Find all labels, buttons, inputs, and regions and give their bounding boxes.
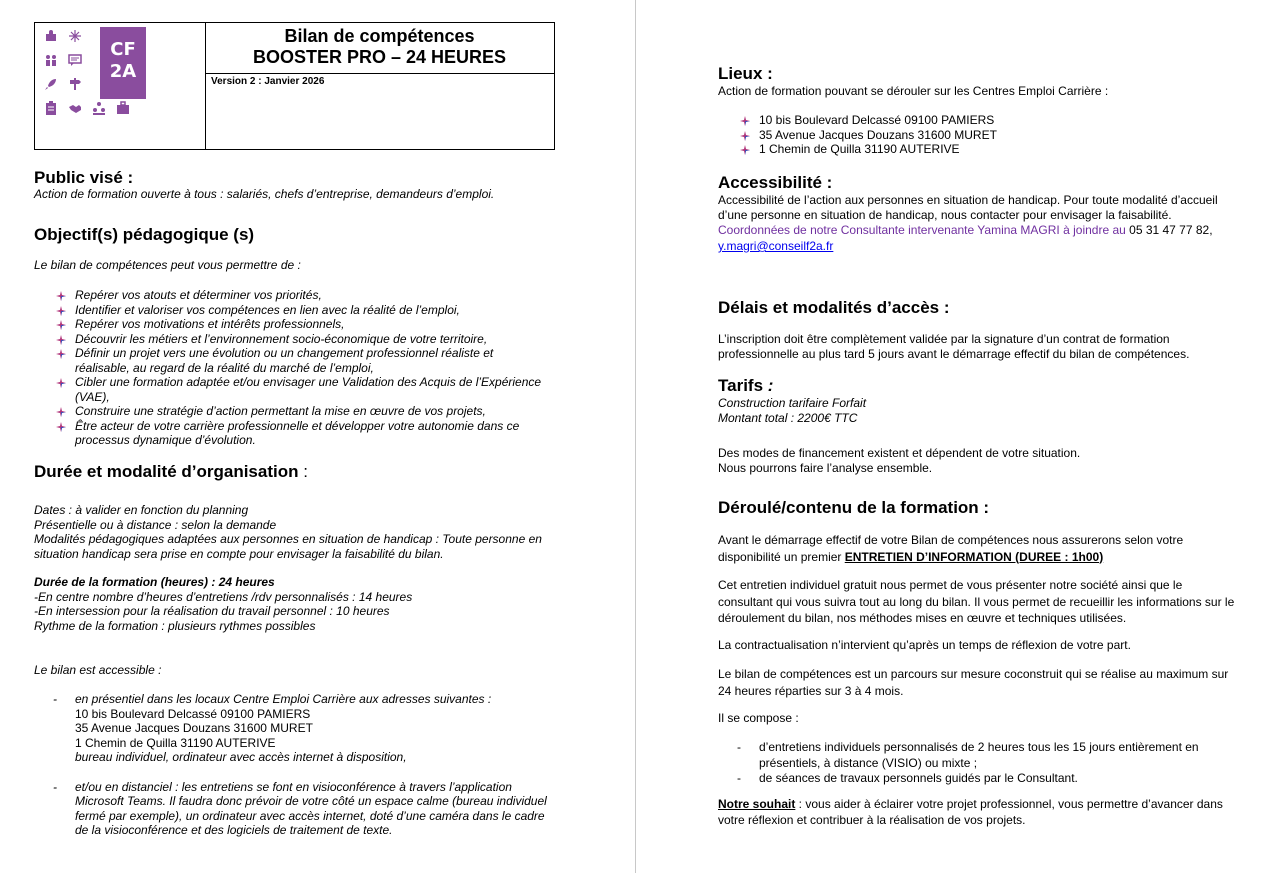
bullet-icon xyxy=(56,349,66,359)
objectifs-heading: Objectif(s) pédagogique (s) xyxy=(34,225,255,244)
list-item: Découvrir les métiers et l’environnement socio-économique de votre territoire, xyxy=(53,332,548,347)
list-item: Définir un projet vers une évolution ou un changement professionnel réaliste et réalisable, au regard de la réalité du marché de l’emploi, xyxy=(53,346,548,375)
handshake-icon xyxy=(68,101,82,115)
sparkle-icon xyxy=(68,29,82,43)
deroule-p4: Le bilan de compétences est un parcours sur mesure coconstruit qui se réalise au maximum sur 24 heures réparties sur 3 à 4 mois. xyxy=(718,667,1229,698)
access-text: Accessibilité de l’action aux personnes en situation de handicap. Pour toute modalité d’accueil d’une personne en situation de handicap, nous contacter pour envisager la faisabilité. Coordonnées de notre Consultante intervenante Yamina MAGRI à joindre au 05 31 47 77 82, y.magri@conseilf2a.fr xyxy=(718,193,1218,253)
bullet-icon xyxy=(56,320,66,330)
left-page xyxy=(0,0,636,873)
doc-subtitle: BOOSTER PRO – 24 HEURES xyxy=(252,47,507,67)
list-item: 35 Avenue Jacques Douzans 31600 MURET xyxy=(737,128,997,143)
lieux-list xyxy=(737,113,997,157)
briefcase-icon xyxy=(116,101,130,115)
list-item: Identifier et valoriser vos compétences en lien avec la réalité de l’emploi, xyxy=(53,303,548,318)
deroule-p3: La contractualisation n’intervient qu’après un temps de réflexion de votre part. xyxy=(718,638,1131,652)
rocket-icon xyxy=(44,77,58,91)
objectifs-list xyxy=(53,288,548,448)
list-item: Être acteur de votre carrière professionnelle et développer votre autonomie dans ce processus dynamique d’évolution. xyxy=(53,419,548,448)
version-label: Version 2 : Janvier 2026 xyxy=(211,76,325,87)
bullet-icon xyxy=(56,306,66,316)
title-cell xyxy=(205,23,554,74)
team-icon xyxy=(92,101,106,115)
delais-heading: Délais et modalités d’accès : xyxy=(718,298,950,317)
clipboard-icon xyxy=(44,101,58,115)
delais-text: L’inscription doit être complètement validée par la signature d’un contrat de formation professionnelle au plus tard 5 jours avant le démarrage effectif du bilan de compétences. xyxy=(718,332,1190,361)
header-table xyxy=(34,22,555,150)
right-page xyxy=(637,0,1278,873)
list-item: Construire une stratégie d’action permettant la mise en œuvre de vos projets, xyxy=(53,404,548,419)
bullet-icon xyxy=(740,145,750,155)
duree-details: Durée de la formation (heures) : 24 heures -En centre nombre d’heures d’entretiens /rdv personnalisés : 14 heures -En intersession pour la réalisation du travail personnel : 10 heures Rythme de la formation : plusieurs rythmes possibles xyxy=(34,575,413,633)
doc-title: Bilan de compétences xyxy=(284,26,475,46)
list-item: 1 Chemin de Quilla 31190 AUTERIVE xyxy=(737,142,997,157)
lieux-intro: Action de formation pouvant se dérouler sur les Centres Emploi Carrière : xyxy=(718,84,1109,98)
list-item: Cibler une formation adaptée et/ou envisager une Validation des Acquis de l’Expérience (VAE), xyxy=(53,375,548,404)
cf2a-logo: CF 2A xyxy=(100,27,146,99)
deroule-souhait: Notre souhait : vous aider à éclairer votre projet professionnel, vous permettre d’avancer dans votre réflexion et contribuer à la réalisation de vos projets. xyxy=(718,797,1223,827)
list-item: - et/ou en distanciel : les entretiens se font en visioconférence à travers l’application Microsoft Teams. Il faudra donc prévoir de votre côté un espace calme (bureau individuel fermé par exemple), un ordinateur avec accès internet, doté d’une caméra dans le cadre de la visioconférence et des logiciels de traitement de texte. xyxy=(53,779,547,837)
list-item: - en présentiel dans les locaux Centre Emploi Carrière aux adresses suivantes : 10 bis Boulevard Delcassé 09100 PAMIERS 35 Avenue Jacques Douzans 31600 MURET 1 Chemin de Quilla 31190 AUTERIVE bureau individuel, ordinateur avec accès internet à disposition, xyxy=(53,692,492,764)
bullet-icon xyxy=(56,378,66,388)
access-heading: Accessibilité : xyxy=(718,173,833,192)
duree-block: Dates : à valider en fonction du planning Présentielle ou à distance : selon la demande Modalités pédagogiques adaptées aux personnes en situation de handicap : Toute personne en situation handicap sera prise en compte pour envisager la faisabilité du bilan. xyxy=(34,503,542,561)
deroule-p1: Avant le démarrage effectif de votre Bilan de compétences nous assurerons selon votre disponibilité un premier ENTRETIEN D’INFORMATION (DUREE : 1h00) xyxy=(718,533,1184,564)
accessible-list xyxy=(53,692,553,838)
chat-icon xyxy=(68,53,82,67)
deroule-p2: Cet entretien individuel gratuit nous permet de vous présenter notre société ainsi que le consultant qui vous suivra tout au long du bilan. Il vous permet de recueillir les informations sur le déroulement du bilan, nos méthodes mises en œuvre et techniques utilisées. xyxy=(718,578,1235,625)
signpost-icon xyxy=(68,77,82,91)
list-item: 10 bis Boulevard Delcassé 09100 PAMIERS xyxy=(737,113,997,128)
public-heading: Public visé : xyxy=(34,168,134,187)
people-icon xyxy=(44,53,58,67)
list-item: - de séances de travaux personnels guidés par le Consultant. xyxy=(737,771,1078,785)
lieux-heading: Lieux : xyxy=(718,64,773,83)
objectifs-intro: Le bilan de compétences peut vous permettre de : xyxy=(34,258,301,272)
puzzle-icon xyxy=(44,29,58,43)
tarifs-lines: Construction tarifaire Forfait Montant total : 2200€ TTC xyxy=(718,396,867,425)
list-item: Repérer vos atouts et déterminer vos priorités, xyxy=(53,288,548,303)
bullet-icon xyxy=(56,335,66,345)
deroule-heading: Déroulé/contenu de la formation : xyxy=(718,498,990,517)
bullet-icon xyxy=(56,422,66,432)
bullet-icon xyxy=(740,131,750,141)
tarifs-heading: Tarifs : xyxy=(718,376,774,395)
list-item: - d’entretiens individuels personnalisés de 2 heures tous les 15 jours entièrement en présentiels, à distance (VISIO) ou mixte ; xyxy=(737,740,1199,770)
bullet-icon xyxy=(56,291,66,301)
email-link[interactable]: y.magri@conseilf2a.fr xyxy=(718,239,834,253)
bullet-icon xyxy=(56,407,66,417)
public-text: Action de formation ouverte à tous : salariés, chefs d’entreprise, demandeurs d’emploi. xyxy=(34,187,495,201)
list-item: Repérer vos motivations et intérêts professionnels, xyxy=(53,317,548,332)
deroule-list xyxy=(737,740,1227,787)
accessible-intro: Le bilan est accessible : xyxy=(34,663,162,677)
duree-heading: Durée et modalité d’organisation : xyxy=(34,462,308,481)
tarifs-financing: Des modes de financement existent et dépendent de votre situation. Nous pourrons faire l’analyse ensemble. xyxy=(718,446,1081,475)
logo-cell xyxy=(35,23,206,150)
bullet-icon xyxy=(740,116,750,126)
deroule-p5: Il se compose : xyxy=(718,711,799,725)
